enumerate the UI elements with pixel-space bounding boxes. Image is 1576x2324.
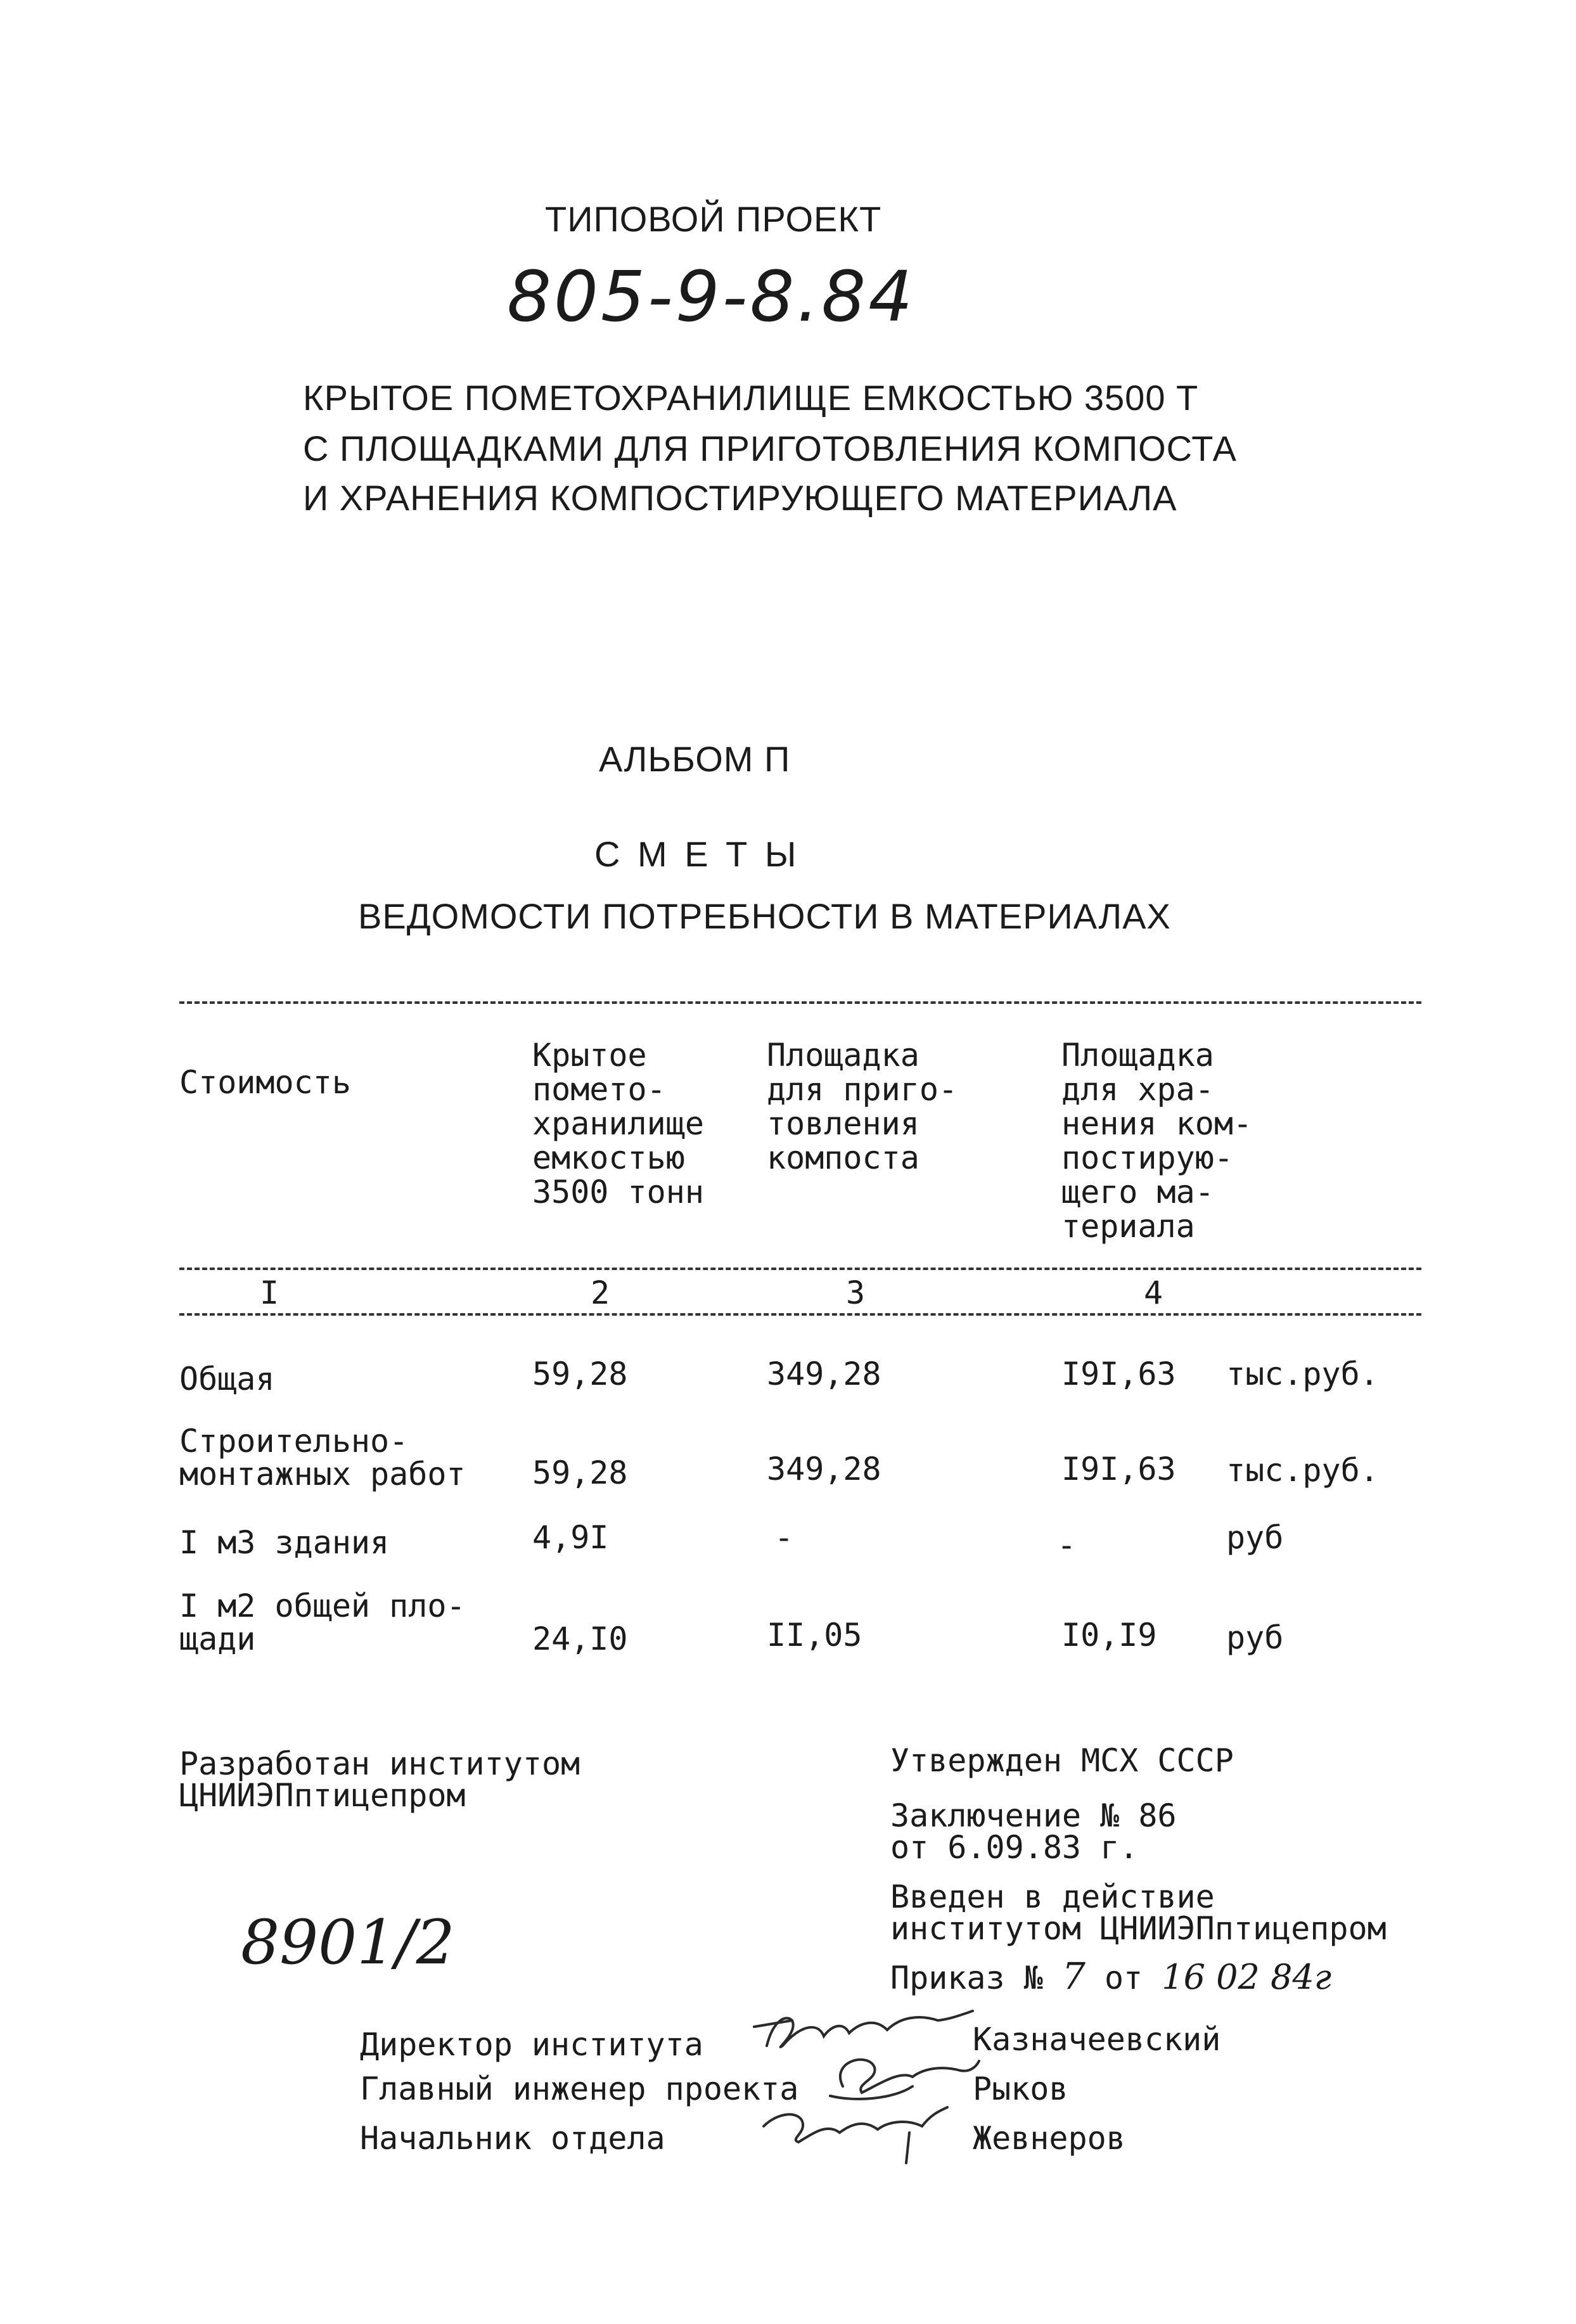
table-cell: - xyxy=(1057,1527,1077,1563)
signatory-name: Рыков xyxy=(973,2070,1068,2107)
table-row-label: Общая xyxy=(179,1361,275,1397)
inventory-number: 8901/2 xyxy=(241,1907,455,1978)
column-number-1: I xyxy=(260,1274,279,1311)
header-rule xyxy=(179,1268,1421,1270)
column-header-storage-site: Площадка для хра- нения ком- постирую- щего ма- териала xyxy=(1061,1037,1253,1245)
title-line-2: С ПЛОЩАДКАМИ ДЛЯ ПРИГОТОВЛЕНИЯ КОМПОСТА xyxy=(303,428,1237,468)
table-row-label: I м3 здания xyxy=(179,1524,390,1561)
table-cell: 349,28 xyxy=(767,1356,881,1392)
table-cell-unit: тыс.руб. xyxy=(1226,1356,1379,1392)
numbers-rule xyxy=(179,1313,1421,1316)
column-header-cost: Стоимость xyxy=(179,1064,351,1101)
approval-note: Утвержден МСХ СССР xyxy=(890,1742,1234,1779)
table-row-label: Строительно- монтажных работ xyxy=(179,1423,466,1493)
table-top-rule xyxy=(179,1001,1421,1004)
order-prefix: Приказ № xyxy=(890,1960,1043,1996)
table-cell: II,05 xyxy=(767,1617,862,1653)
table-cell: I9I,63 xyxy=(1061,1451,1176,1487)
signatory-role: Директор института xyxy=(360,2026,703,2063)
table-cell: 24,I0 xyxy=(532,1621,628,1657)
table-cell-unit: руб xyxy=(1226,1519,1284,1556)
section-title: С М Е Т Ы xyxy=(594,834,800,874)
table-cell: - xyxy=(774,1519,794,1556)
project-number: 805-9-8.84 xyxy=(507,256,916,337)
table-cell-unit: руб xyxy=(1226,1619,1284,1656)
column-number-4: 4 xyxy=(1144,1274,1163,1311)
signatory-name: Жевнеров xyxy=(973,2120,1125,2157)
enactment-note: Введен в действие институтом ЦНИИЭПптицепром xyxy=(890,1878,1387,1947)
table-cell: 59,28 xyxy=(532,1454,628,1491)
title-line-1: КРЫТОЕ ПОМЕТОХРАНИЛИЩЕ ЕМКОСТЬЮ 3500 Т xyxy=(303,378,1199,418)
table-cell-unit: тыс.руб. xyxy=(1226,1452,1379,1489)
table-cell: I0,I9 xyxy=(1061,1617,1157,1653)
album-label: АЛЬБОМ П xyxy=(599,739,791,779)
project-type: ТИПОВОЙ ПРОЕКТ xyxy=(545,199,882,239)
table-cell: 59,28 xyxy=(532,1356,628,1392)
order-number: 7 xyxy=(1061,1955,1086,1998)
table-row-label: I м2 общей пло- щади xyxy=(179,1588,466,1657)
department-head-signature xyxy=(751,2095,954,2164)
table-cell: 349,28 xyxy=(767,1451,881,1487)
developer-note: Разработан институтом ЦНИИЭПптицепром xyxy=(179,1745,580,1814)
column-number-3: 3 xyxy=(846,1274,866,1311)
order-note xyxy=(890,1955,1332,1998)
signatory-role: Главный инженер проекта xyxy=(360,2070,799,2107)
table-cell: I9I,63 xyxy=(1061,1356,1176,1392)
column-header-compost-site: Площадка для приго- товления компоста xyxy=(767,1037,958,1176)
order-from: от xyxy=(1104,1960,1143,1996)
conclusion-note: Заключение № 86 от 6.09.83 г. xyxy=(890,1797,1177,1866)
signatory-role: Начальник отдела xyxy=(360,2120,665,2157)
table-cell: 4,9I xyxy=(532,1519,609,1556)
title-line-3: И ХРАНЕНИЯ КОМПОСТИРУЮЩЕГО МАТЕРИАЛА xyxy=(303,478,1177,518)
section-subtitle: ВЕДОМОСТИ ПОТРЕБНОСТИ В МАТЕРИАЛАХ xyxy=(358,896,1171,936)
order-date: 16 02 84г xyxy=(1162,1957,1332,1997)
signatory-name: Казначеевский xyxy=(973,2021,1221,2058)
column-header-storage: Крытое помето- хранилище емкостью 3500 тонн xyxy=(532,1037,704,1210)
column-number-2: 2 xyxy=(591,1274,610,1311)
